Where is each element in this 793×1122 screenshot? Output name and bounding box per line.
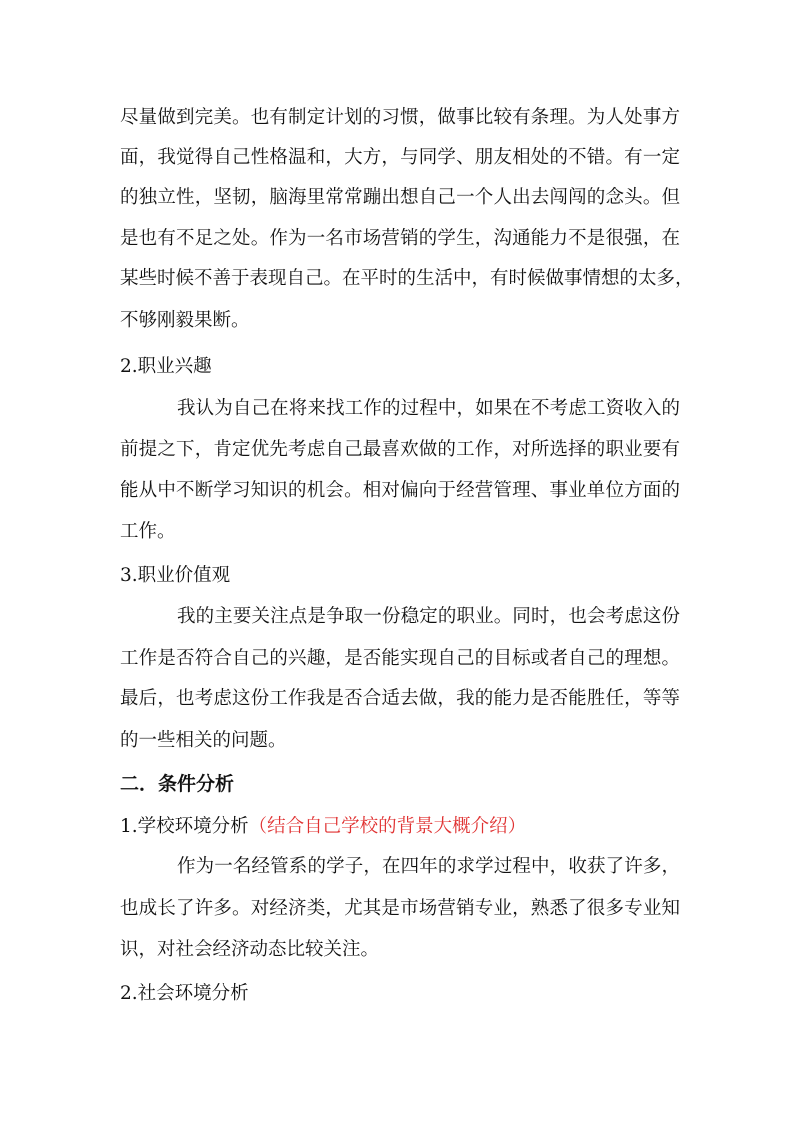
paragraph-line: 我认为自己在将来找工作的过程中，如果在不考虑工资收入的	[177, 398, 680, 419]
paragraph-line: 的一些相关的问题。	[120, 730, 287, 751]
paragraph-line: 某些时候不善于表现自己。在平时的生活中，有时候做事情想的太多，	[120, 268, 694, 289]
section-title-conditions: 二．条件分析	[120, 773, 235, 795]
school-heading-text: 1.学校环境分析	[120, 816, 249, 837]
paragraph-line: 前提之下，肯定优先考虑自己最喜欢做的工作，对所选择的职业要有	[120, 439, 680, 460]
paragraph-line: 工作是否符合自己的兴趣，是否能实现自己的目标或者自己的理想。	[120, 648, 680, 669]
paragraph-line: 最后，也考虑这份工作我是否合适去做，我的能力是否能胜任，等等	[120, 688, 680, 709]
school-heading-note: （结合自己学校的背景大概介绍）	[248, 816, 527, 837]
paragraph-line: 面，我觉得自己性格温和，大方，与同学、朋友相处的不错。有一定	[120, 147, 680, 168]
paragraph-line: 的独立性，坚韧，脑海里常常蹦出想自己一个人出去闯闯的念头。但	[120, 187, 680, 208]
paragraph-line: 尽量做到完美。也有制定计划的习惯，做事比较有条理。为人处事方	[120, 107, 680, 128]
section-heading-career-interest: 2.职业兴趣	[120, 356, 212, 377]
section-heading-career-values: 3.职业价值观	[120, 565, 231, 586]
paragraph-line: 能从中不断学习知识的机会。相对偏向于经营管理、事业单位方面的	[120, 480, 680, 501]
section-heading-school	[120, 815, 680, 839]
paragraph-line: 工作。	[120, 521, 176, 542]
paragraph-line: 我的主要关注点是争取一份稳定的职业。同时，也会考虑这份	[177, 606, 680, 627]
paragraph-line: 作为一名经管系的学子，在四年的求学过程中，收获了许多，	[177, 856, 680, 877]
section-heading-society: 2.社会环境分析	[120, 983, 249, 1004]
paragraph-line: 也成长了许多。对经济类，尤其是市场营销专业，熟悉了很多专业知	[120, 898, 680, 919]
paragraph-line: 识，对社会经济动态比较关注。	[120, 939, 380, 960]
paragraph-line: 不够刚毅果断。	[120, 310, 250, 331]
paragraph-line: 是也有不足之处。作为一名市场营销的学生，沟通能力不是很强，在	[120, 228, 680, 249]
